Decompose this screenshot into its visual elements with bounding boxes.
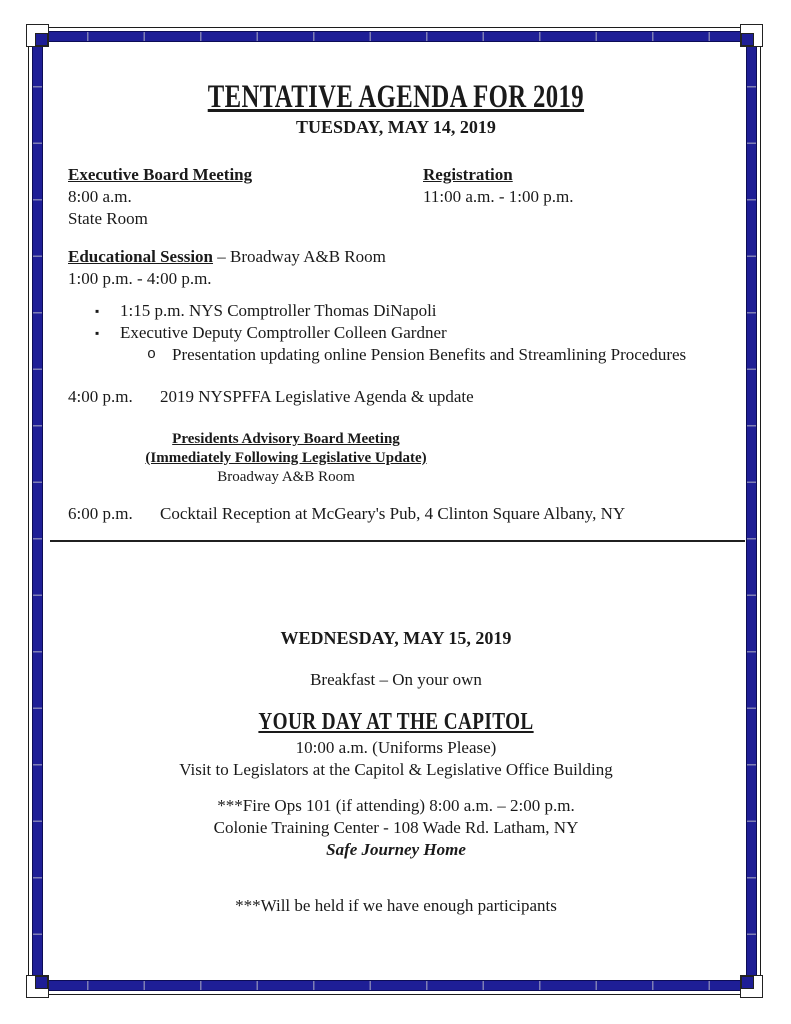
- capitol-time: 10:00 a.m. (Uniforms Please): [295, 738, 497, 757]
- exec-board-heading: Executive Board Meeting: [68, 165, 253, 184]
- registration-time: 11:00 a.m. - 1:00 p.m.: [423, 187, 574, 206]
- presidents-heading: Presidents Advisory Board Meeting: [172, 431, 400, 447]
- title-block: [68, 80, 724, 114]
- capitol-heading: YOUR DAY AT THE CAPITOL: [258, 709, 534, 735]
- agenda-row-6pm: [68, 503, 724, 525]
- agenda-time: 4:00 p.m.: [68, 387, 133, 406]
- exec-board-section: [68, 164, 423, 230]
- registration-heading: Registration: [423, 165, 513, 184]
- exec-board-room: State Room: [68, 209, 148, 228]
- cocktail-desc: Cocktail Reception at McGeary's Pub, 4 Clinton Square Albany, NY: [160, 504, 626, 523]
- fire-ops-location: Colonie Training Center - 108 Wade Rd. Latham, NY: [213, 818, 579, 837]
- page-title: TENTATIVE AGENDA FOR 2019: [207, 79, 585, 115]
- list-item-text: 1:15 p.m. NYS Comptroller Thomas DiNapoli: [120, 301, 437, 320]
- participants-footnote: ***Will be held if we have enough participants: [235, 896, 557, 915]
- presidents-advisory-block: [68, 430, 504, 487]
- agenda-desc: 2019 NYSPFFA Legislative Agenda & update: [160, 387, 474, 406]
- educational-session: [68, 246, 724, 290]
- border-corner-knot-bottom-left: [35, 976, 48, 989]
- border-band-bottom: [32, 980, 757, 991]
- date-heading-tuesday: TUESDAY, MAY 14, 2019: [296, 117, 496, 137]
- educational-time: 1:00 p.m. - 4:00 p.m.: [68, 269, 212, 288]
- exec-board-time: 8:00 a.m.: [68, 187, 132, 206]
- safe-journey-line: Safe Journey Home: [326, 840, 466, 859]
- capitol-desc: Visit to Legislators at the Capitol & Legislative Office Building: [179, 760, 613, 779]
- presidents-subheading: (Immediately Following Legislative Update): [145, 450, 427, 466]
- morning-columns: [68, 164, 724, 230]
- border-corner-knot-top-right: [741, 33, 754, 46]
- bullet-square-icon: ▪: [95, 304, 100, 318]
- date-heading-wednesday: WEDNESDAY, MAY 15, 2019: [280, 628, 512, 648]
- capitol-heading-block: [68, 707, 724, 737]
- speaker-list: [68, 300, 724, 366]
- agenda-row-4pm: [68, 386, 724, 408]
- border-band-left: [32, 31, 43, 991]
- breakfast-note: Breakfast – On your own: [310, 670, 482, 689]
- cocktail-time: 6:00 p.m.: [68, 504, 133, 523]
- registration-section: [423, 164, 573, 230]
- list-item-text: Executive Deputy Comptroller Colleen Gardner: [120, 323, 447, 342]
- border-corner-knot-bottom-right: [741, 976, 754, 989]
- educational-room: – Broadway A&B Room: [213, 247, 386, 266]
- educational-heading: Educational Session: [68, 247, 214, 266]
- border-corner-knot-top-left: [35, 33, 48, 46]
- border-band-right: [746, 31, 757, 991]
- bullet-square-icon: ▪: [95, 326, 100, 340]
- presidents-room: Broadway A&B Room: [217, 469, 355, 485]
- list-item: [68, 322, 724, 344]
- fire-ops-line: ***Fire Ops 101 (if attending) 8:00 a.m. – 2:00 p.m.: [217, 796, 575, 815]
- bullet-circle-icon: o: [147, 346, 157, 363]
- list-subitem-text: Presentation updating online Pension Benefits and Streamlining Procedures: [172, 345, 687, 364]
- section-divider: [50, 540, 745, 542]
- border-band-top: [32, 31, 757, 42]
- list-subitem: [68, 344, 724, 366]
- list-item: [68, 300, 724, 322]
